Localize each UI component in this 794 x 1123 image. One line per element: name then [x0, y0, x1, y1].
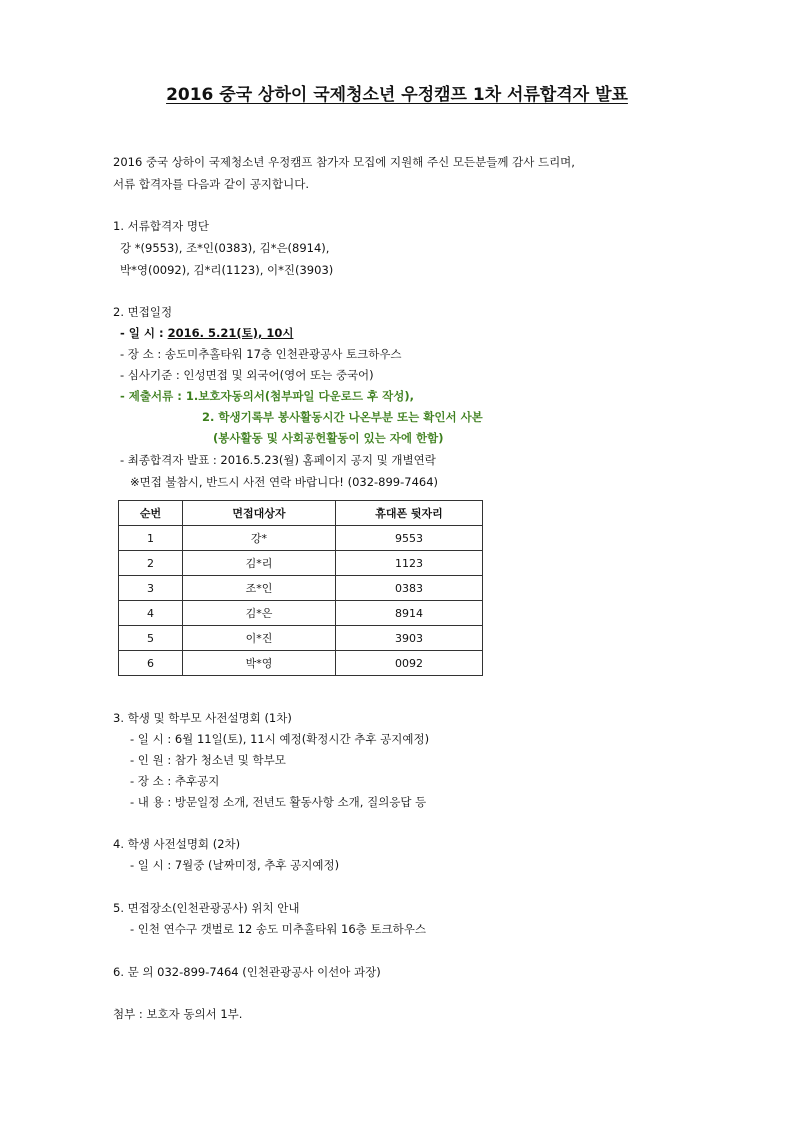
- cell-order: 1: [119, 526, 183, 551]
- section4-heading: 4. 학생 사전설명회 (2차): [113, 837, 241, 851]
- section3-line-4: - 내 용 : 방문일정 소개, 전년도 활동사항 소개, 질의응답 등: [130, 795, 427, 809]
- table-row: [119, 576, 483, 601]
- cell-phone: 0383: [336, 576, 483, 601]
- cell-phone: 1123: [336, 551, 483, 576]
- cell-order: 4: [119, 601, 183, 626]
- table-row: [119, 526, 483, 551]
- submission-docs-3: (봉사활동 및 사회공헌활동이 있는 자에 한함): [213, 431, 444, 445]
- interview-date-value: 2016. 5.21(토), 10시: [167, 326, 294, 340]
- table-row: [119, 551, 483, 576]
- contact-line: 6. 문 의 032-899-7464 (인천관광공사 이선아 과장): [113, 965, 381, 979]
- submission-docs: - 제출서류 : 1.보호자동의서(첨부파일 다운로드 후 작성),: [120, 389, 414, 403]
- intro-line-1: 2016 중국 상하이 국제청소년 우정캠프 참가자 모집에 지원해 주신 모든분들께 감사 드리며,: [113, 155, 575, 169]
- candidates-table: [118, 500, 483, 676]
- section4-line-1: - 일 시 : 7월중 (날짜미정, 추후 공지예정): [130, 858, 340, 872]
- page-title: 2016 중국 상하이 국제청소년 우정캠프 1차 서류합격자 발표: [166, 85, 628, 105]
- section1-line-1: 강 *(9553), 조*인(0383), 김*은(8914),: [120, 241, 330, 255]
- cell-order: 6: [119, 651, 183, 676]
- cell-order: 2: [119, 551, 183, 576]
- cell-candidate: 박*영: [183, 651, 336, 676]
- section3-heading: 3. 학생 및 학부모 사전설명회 (1차): [113, 711, 292, 725]
- section3-line-1: - 일 시 : 6월 11일(토), 11시 예정(확정시간 추후 공지예정): [130, 732, 430, 746]
- section1-heading: 1. 서류합격자 명단: [113, 219, 210, 233]
- table-header-row: [119, 501, 483, 526]
- section3-line-2: - 인 원 : 참가 청소년 및 학부모: [130, 753, 286, 767]
- intro-line-2: 서류 합격자를 다음과 같이 공지합니다.: [113, 177, 310, 191]
- header-phone: 휴대폰 뒷자리: [336, 501, 483, 526]
- cell-order: 5: [119, 626, 183, 651]
- interview-place: - 장 소 : 송도미추홀타워 17층 인천관광공사 토크하우스: [120, 347, 402, 361]
- section2-heading: 2. 면접일정: [113, 305, 173, 319]
- table-row: [119, 601, 483, 626]
- section5-heading: 5. 면접장소(인천관광공사) 위치 안내: [113, 901, 300, 915]
- cell-phone: 3903: [336, 626, 483, 651]
- cell-candidate: 조*인: [183, 576, 336, 601]
- cell-order: 3: [119, 576, 183, 601]
- cell-phone: 9553: [336, 526, 483, 551]
- cell-candidate: 이*진: [183, 626, 336, 651]
- absence-note: ※면접 불참시, 반드시 사전 연락 바랍니다! (032-899-7464): [130, 475, 439, 489]
- cell-candidate: 강*: [183, 526, 336, 551]
- section5-line-1: - 인천 연수구 갯벌로 12 송도 미추홀타워 16층 토크하우스: [130, 922, 426, 936]
- final-announcement: - 최종합격자 발표 : 2016.5.23(월) 홈페이지 공지 및 개별연락: [120, 453, 436, 467]
- table-row: [119, 626, 483, 651]
- interview-criteria: - 심사기준 : 인성면접 및 외국어(영어 또는 중국어): [120, 368, 374, 382]
- submission-docs-2: 2. 학생기록부 봉사활동시간 나온부분 또는 확인서 사본: [202, 410, 483, 424]
- cell-phone: 8914: [336, 601, 483, 626]
- header-candidate: 면접대상자: [183, 501, 336, 526]
- section3-line-3: - 장 소 : 추후공지: [130, 774, 220, 788]
- cell-phone: 0092: [336, 651, 483, 676]
- table-row: [119, 651, 483, 676]
- header-order: 순번: [119, 501, 183, 526]
- section1-line-2: 박*영(0092), 김*리(1123), 이*진(3903): [120, 263, 334, 277]
- cell-candidate: 김*은: [183, 601, 336, 626]
- interview-date: - 일 시 : 2016. 5.21(토), 10시: [120, 326, 294, 340]
- cell-candidate: 김*리: [183, 551, 336, 576]
- attachment-line: 첨부 : 보호자 동의서 1부.: [113, 1007, 243, 1021]
